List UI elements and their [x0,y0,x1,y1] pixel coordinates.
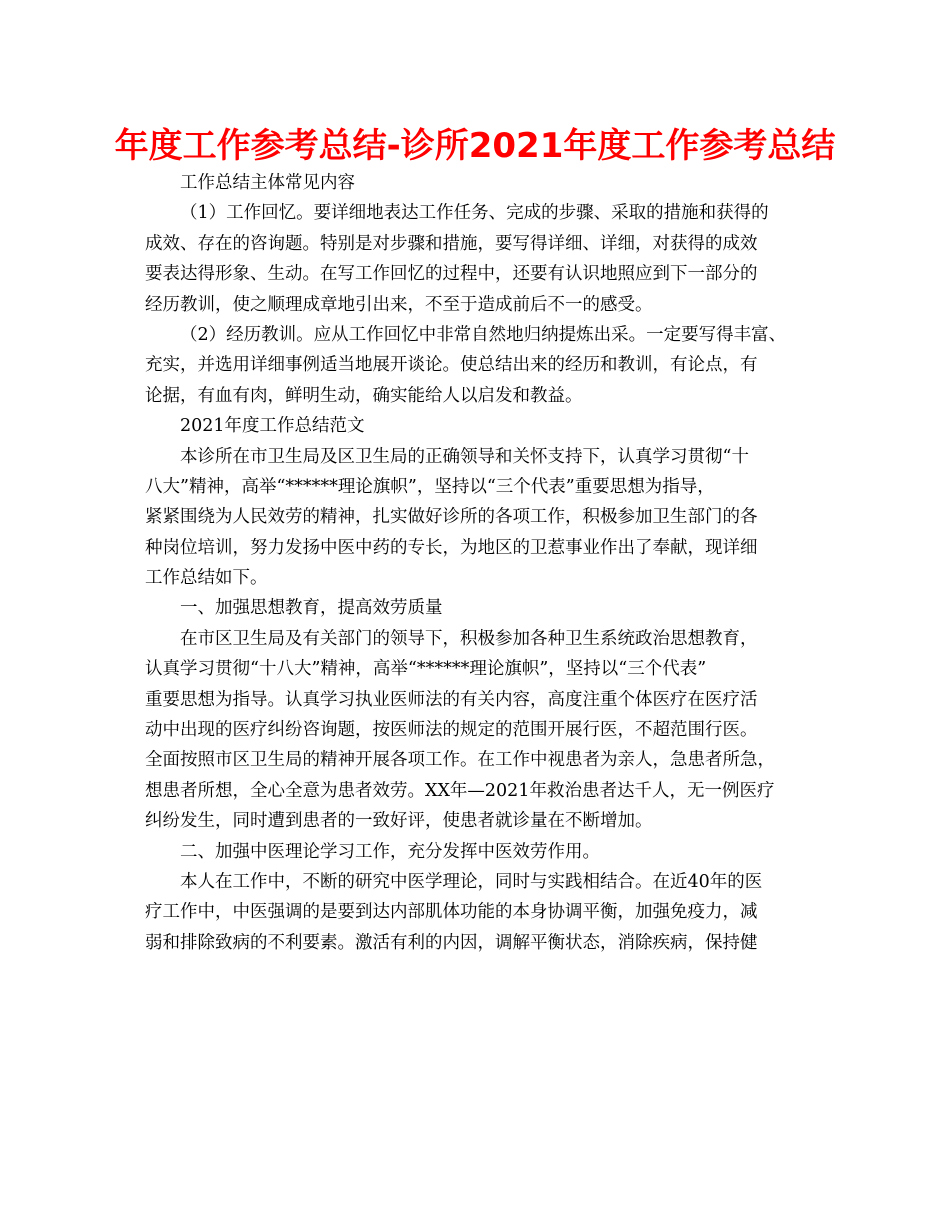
text-line: 本诊所在市卫生局及区卫生局的正确领导和关怀支持下，认真学习贯彻“十 [180,446,749,467]
text-line: 工作总结如下。 [145,568,268,589]
text-line: 一、加强思想教育，提高效劳质量 [180,598,443,619]
text-line: 重要思想为指导。认真学习执业医师法的有关内容，高度注重个体医疗在医疗活 [145,689,758,710]
text-line: 二、加强中医理论学习工作，充分发挥中医效劳作用。 [180,841,600,862]
text-line: 要表达得形象、生动。在写工作回忆的过程中，还要有认识地照应到下一部分的 [145,264,758,285]
document-title: 年度工作参考总结-诊所2021年度工作参考总结 [114,126,836,166]
text-line: 在市区卫生局及有关部门的领导下，积极参加各种卫生系统政治思想教育， [180,628,758,649]
text-line: 工作总结主体常见内容 [180,173,355,193]
text-line: 弱和排除致病的不利要素。激活有利的内因，调解平衡状态，消除疾病，保持健 [145,932,758,953]
text-line: 动中出现的医疗纠纷咨询题，按医师法的规定的范围开展行医，不超范围行医。 [145,720,758,741]
text-line: 全面按照市区卫生局的精神开展各项工作。在工作中视患者为亲人，急患者所急， [145,750,775,771]
text-line: （1）工作回忆。要详细地表达工作任务、完成的步骤、采取的措施和获得的 [180,203,769,224]
text-line: 想患者所想，全心全意为患者效劳。XX年—2021年救治患者达千人，无一例医疗 [145,780,775,801]
text-line: 充实，并选用详细事例适当地展开谈论。使总结出来的经历和教训，有论点，有 [145,355,758,376]
text-line: 本人在工作中，不断的研究中医学理论，同时与实践相结合。在近40年的医 [180,871,763,892]
text-line: 成效、存在的咨询题。特别是对步骤和措施，要写得详细、详细，对获得的成效 [145,233,758,254]
document-body [145,168,815,958]
text-line: 紧紧围绕为人民效劳的精神，扎实做好诊所的各项工作，积极参加卫生部门的各 [145,507,758,528]
text-line: （2）经历教训。应从工作回忆中非常自然地归纳提炼出采。一定要写得丰富、 [180,324,787,345]
text-line: 八大”精神，高举“******理论旗帜”，坚持以“三个代表”重要思想为指导， [145,476,715,497]
text-line: 论据，有血有肉，鲜明生动，确实能给人以启发和教益。 [145,385,583,406]
text-line: 经历教训，使之顺理成章地引出来，不至于造成前后不一的感受。 [145,294,653,315]
text-line: 种岗位培训，努力发扬中医中药的专长，为地区的卫惹事业作出了奉献，现详细 [145,537,758,558]
text-line: 疗工作中，中医强调的是要到达内部肌体功能的本身协调平衡，加强免疫力，减 [145,902,758,923]
text-line: 2021年度工作总结范文 [180,416,365,437]
text-line: 纠纷发生，同时遭到患者的一致好评，使患者就诊量在不断增加。 [145,811,653,832]
text-line: 认真学习贯彻“十八大”精神，高举“******理论旗帜”，坚持以“三个代表” [145,659,707,680]
